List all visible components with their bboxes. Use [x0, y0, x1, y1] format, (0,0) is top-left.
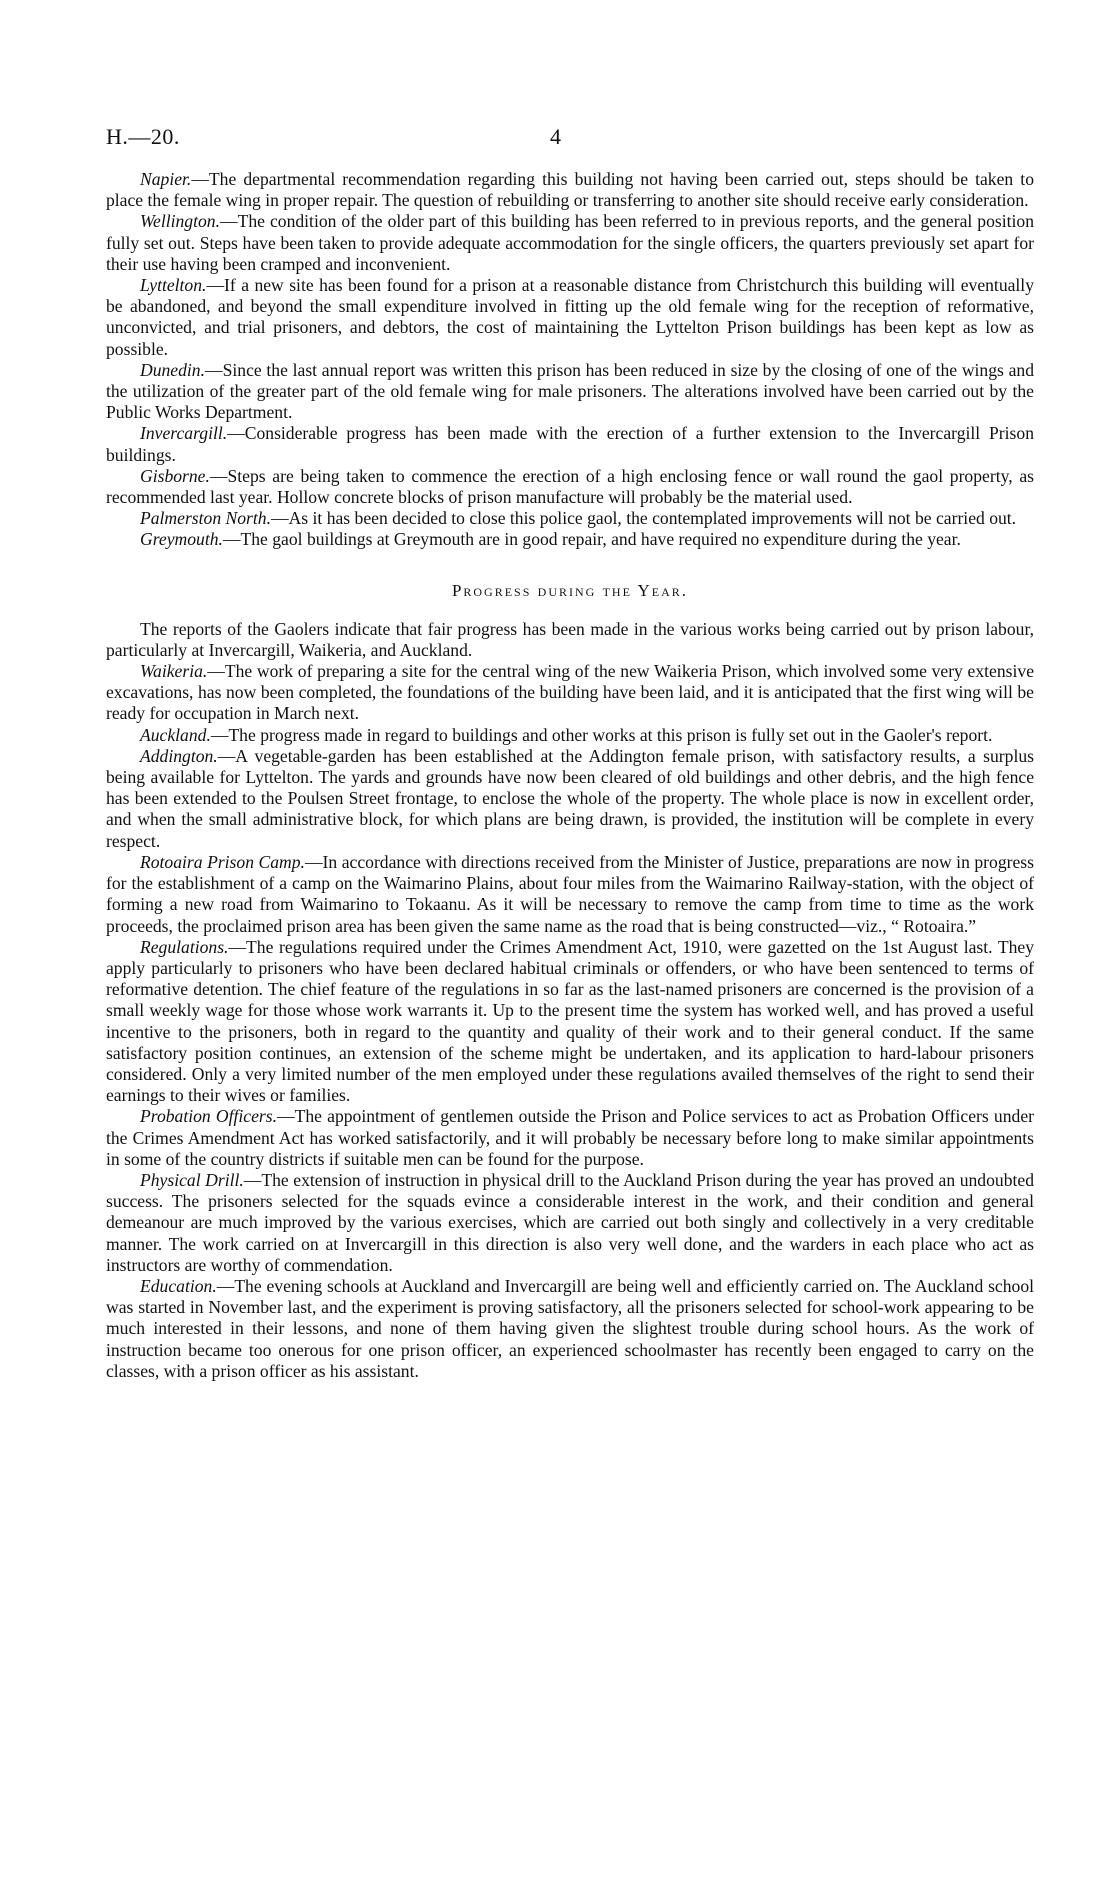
paragraph-text: —The departmental recommendation regarding this building not having been carried out, steps should be taken to place the female wing in proper repair. The question of rebuilding or transferring to another site should receive early consideration. [106, 169, 1034, 211]
paragraph-text: —If a new site has been found for a prison at a reasonable distance from Christchurch this building will eventually be abandoned, and beyond the small expenditure involved in fitting up the old female wing for the reception of reformative, unconvicted, and trial prisoners, and debtors, the cost of maintaining the Lyttelton Prison buildings has been kept as low as possible. [106, 275, 1034, 359]
paragraph-text: —The progress made in regard to buildings and other works at this prison is fully set out in the Gaoler's report. [210, 724, 993, 745]
paragraph-lead: Gisborne. [140, 465, 210, 486]
paragraph-lead: Wellington. [140, 211, 220, 232]
paragraph-text: —Steps are being taken to commence the erection of a high enclosing fence or wall round the gaol property, as recommended last year. Hollow concrete blocks of prison manufacture will probably be the material used. [106, 465, 1034, 508]
paragraph-text: —A vegetable-garden has been established at the Addington female prison, with satisfactory results, a surplus being available for Lyttelton. The yards and grounds have now been cleared of old buildings and other debris, and the high fence has been extended to the Poulsen Street frontage, to enclose the whole of the property. The whole place is now in excellent order, and when the small administrative block, for which plans are being drawn, is provided, the institution will be complete in every respect. [106, 745, 1034, 851]
paragraph-text: —The condition of the older part of this building has been referred to in previous reports, and the general position fully set out. Steps have been taken to provide adequate accommodation for the single officers, the quarters previously set apart for their use having been cramped and inconvenient. [106, 211, 1034, 274]
paragraph-lead: Rotoaira Prison Camp. [140, 851, 305, 872]
paragraph-lead: Palmerston North. [140, 508, 271, 529]
paragraph-lead: Education. [140, 1275, 217, 1296]
paragraph-text: —The extension of instruction in physical drill to the Auckland Prison during the year has proved an undoubted success. The prisoners selected for the squads evince a considerable interest in the work, and their condition and general demeanour are much improved by the various exercises, which are carried out both singly and collectively in a very creditable manner. The work carried on at Invercargill in this direction is also very well done, and the warders in each place who act as instructors are worthy of commendation. [106, 1169, 1034, 1275]
paragraph-auckland [106, 725, 1034, 746]
page-body [106, 169, 1034, 1382]
paragraph-text: —The regulations required under the Crimes Amendment Act, 1910, were gazetted on the 1st August last. They apply particularly to prisoners who have been declared habitual criminals or offenders, or who have been sentenced to terms of reformative detention. The chief feature of the regulations in so far as the last-named prisoners are concerned is the provision of a small weekly wage for those whose work warrants it. Up to the present time the system has worked well, and has proved a useful incentive to the prisoners, both in regard to the quantity and quality of their work and to their general conduct. If the same satisfactory position continues, an extension of the scheme might be undertaken, and its application to hard-labour prisoners considered. Only a very limited number of the men employed under these regulations availed themselves of the right to send their earnings to their wives or families. [106, 936, 1034, 1106]
paragraph-text: —The appointment of gentlemen outside the Prison and Police services to act as Probation Officers under the Crimes Amendment Act has worked satisfactorily, and it will probably be necessary before long to make similar appointments in some of the country districts if suitable men can be found for the purpose. [106, 1106, 1034, 1169]
document-id: H.—20. [106, 124, 180, 149]
paragraph-intro: The reports of the Gaolers indicate that fair progress has been made in the various works being carried out by prison labour, particularly at Invercargill, Waikeria, and Auckland. [106, 618, 1034, 660]
paragraph-text: —In accordance with directions received from the Minister of Justice, preparations are now in progress for the establishment of a camp on the Waimarino Plains, about four miles from the Waimarino Railway-station, with the object of forming a new road from Waimarino to Tokaanu. As it will be necessary to remove the camp from time to time as the work proceeds, the proclaimed prison area has been given the same name as the road that is being constructed—viz., “ Rotoaira.” [106, 851, 1034, 936]
paragraph-lead: Regulations. [140, 936, 229, 957]
paragraph-text: —Since the last annual report was written this prison has been reduced in size by the closing of one of the wings and the utilization of the greater part of the old female wing for male prisoners. The alterations involved have been carried out by the Public Works Department. [106, 359, 1034, 423]
paragraph-lead: Waikeria. [140, 661, 208, 682]
paragraph-text: —The gaol buildings at Greymouth are in good repair, and have required no expenditure during the year. [222, 529, 961, 550]
paragraph-rotoaira [106, 852, 1034, 937]
paragraph-text: —The work of preparing a site for the central wing of the new Waikeria Prison, which involved some very extensive excavations, has now been completed, the foundations of the building have been laid, and it is anticipated that the first wing will be ready for occupation in March next. [106, 661, 1034, 724]
paragraph-palmerston-north [106, 508, 1034, 529]
paragraph-probation-officers [106, 1106, 1034, 1170]
paragraph-text: —The evening schools at Auckland and Invercargill are being well and efficiently carried on. The Auckland school was started in November last, and the experiment is proving satisfactory, all the prisoners selected for school-work appearing to be much interested in their lessons, and none of them having given the slightest trouble during school hours. As the work of instruction became too onerous for one prison officer, an experienced schoolmaster has recently been engaged to carry on the classes, with a prison officer as his assistant. [106, 1275, 1034, 1381]
page-header [106, 124, 1034, 154]
paragraph-education [106, 1276, 1034, 1382]
paragraph-lead: Lyttelton. [140, 275, 207, 296]
paragraph-lyttelton [106, 275, 1034, 360]
paragraph-greymouth [106, 529, 1034, 550]
paragraph-dunedin [106, 360, 1034, 424]
paragraph-lead: Invercargill. [140, 423, 228, 444]
page-number: 4 [550, 124, 561, 149]
paragraph-regulations [106, 937, 1034, 1107]
paragraph-lead: Addington. [140, 745, 218, 766]
paragraph-gisborne [106, 466, 1034, 508]
paragraph-addington [106, 746, 1034, 852]
paragraph-text: —Considerable progress has been made with the erection of a further extension to the Invercargill Prison buildings. [106, 423, 1034, 465]
paragraph-lead: Probation Officers. [140, 1106, 277, 1127]
paragraph-lead: Dunedin. [140, 359, 205, 380]
paragraph-napier [106, 169, 1034, 211]
paragraph-lead: Auckland. [140, 724, 211, 745]
paragraph-wellington [106, 211, 1034, 275]
paragraph-waikeria [106, 661, 1034, 725]
section-heading: Progress during the Year. [451, 580, 689, 600]
paragraph-text: —As it has been decided to close this police gaol, the contemplated improvements will not be carried out. [270, 508, 1017, 529]
paragraph-lead: Napier. [140, 169, 192, 189]
paragraph-physical-drill [106, 1170, 1034, 1276]
paragraph-invercargill [106, 423, 1034, 465]
paragraph-lead: Physical Drill. [140, 1169, 244, 1190]
paragraph-lead: Greymouth. [140, 529, 223, 550]
